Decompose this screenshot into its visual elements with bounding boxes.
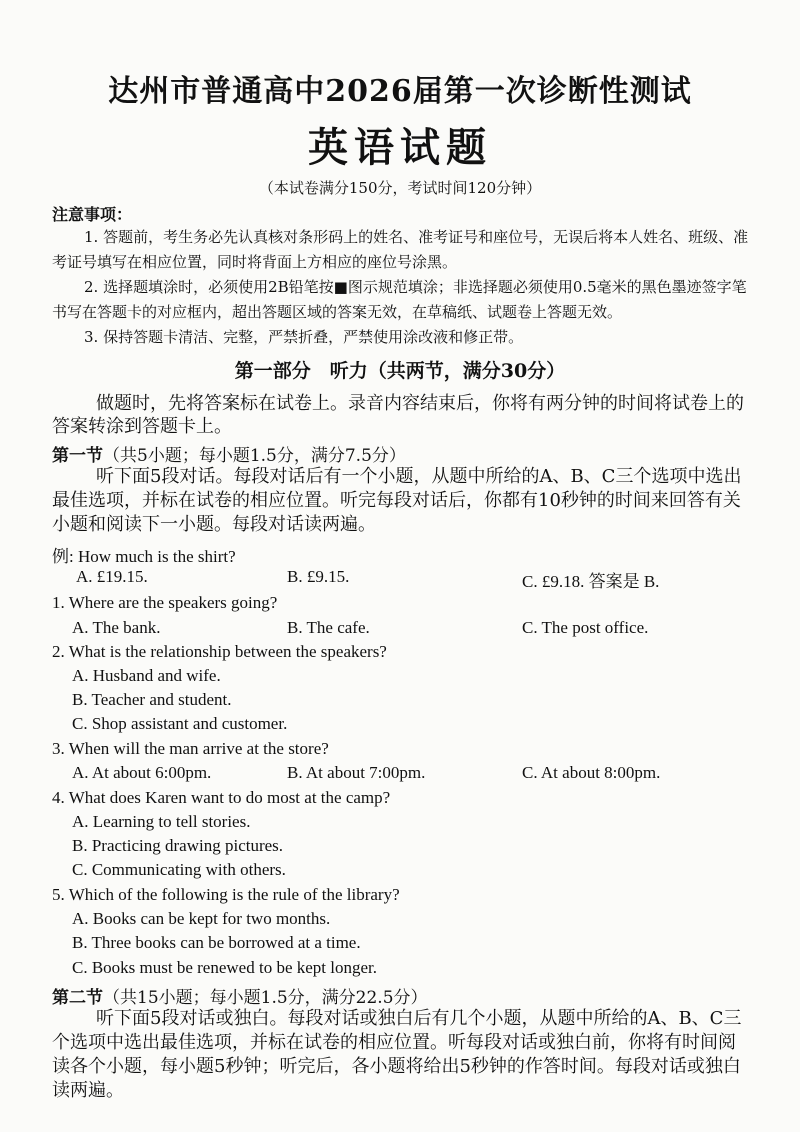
question-4: 4. What does Karen want to do most at the camp? [52, 788, 391, 807]
q1-option-b: B. The cafe. [287, 618, 370, 637]
question-3: 3. When will the man arrive at the store? [52, 739, 329, 758]
q1-option-a: A. The bank. [72, 618, 161, 637]
exam-title: 达州市普通高中2026届第一次诊断性测试 [108, 74, 692, 109]
q2-option-c: C. Shop assistant and customer. [72, 714, 288, 733]
question-5: 5. Which of the following is the rule of the library? [52, 885, 400, 904]
subject-title: 英语试题 [308, 124, 492, 171]
section2-heading [52, 983, 428, 1008]
q5-option-a: A. Books can be kept for two months. [72, 909, 331, 928]
part1-intro: 做题时，先将答案标在试卷上。录音内容结束后，你将有两分钟的时间将试卷上的答案转涂到答题卡上。 [52, 393, 744, 437]
section2-info: （共15小题；每小题1.5分，满分22.5分） [103, 988, 428, 1008]
notice-item-3: 3. 保持答题卡清洁、完整，严禁折叠，严禁使用涂改液和修正带。 [84, 328, 524, 346]
q4-option-b: B. Practicing drawing pictures. [72, 836, 284, 855]
q3-option-c: C. At about 8:00pm. [522, 763, 661, 782]
q3-option-a: A. At about 6:00pm. [72, 763, 212, 782]
exam-info: （本试卷满分150分，考试时间120分钟） [258, 179, 542, 197]
q2-option-b: B. Teacher and student. [72, 690, 232, 709]
example-option-c: C. £9.18. 答案是 B. [522, 572, 660, 591]
q4-option-a: A. Learning to tell stories. [72, 812, 251, 831]
notice-list [52, 225, 752, 350]
q2-option-a: A. Husband and wife. [72, 666, 221, 685]
q1-option-c: C. The post office. [522, 618, 649, 637]
example-question: 例: How much is the shirt? [52, 547, 236, 566]
question-1: 1. Where are the speakers going? [52, 593, 278, 612]
part1-heading: 第一部分 听力（共两节，满分30分） [234, 360, 566, 382]
notice-heading: 注意事项： [52, 205, 133, 224]
section2-label: 第二节 [52, 988, 103, 1008]
q4-option-c: C. Communicating with others. [72, 860, 286, 879]
section1-info: （共5小题；每小题1.5分，满分7.5分） [103, 446, 406, 466]
q5-option-b: B. Three books can be borrowed at a time. [72, 933, 361, 952]
q5-option-c: C. Books must be renewed to be kept longer. [72, 958, 378, 977]
section2-instructions: 听下面5段对话或独白。每段对话或独白后有几个小题，从题中所给的A、B、C三个选项中选出最佳选项，并标在试卷的相应位置。听每段对话或独白前，你将有时间阅读各个小题，每小题5秒钟；听完后，各小题将给出5秒钟的作答时间。每段对话或独白读两遍。 [52, 1008, 742, 1101]
example-option-a: A. £19.15. [76, 567, 148, 586]
notice-item-2: 2. 选择题填涂时，必须使用2B铅笔按■图示规范填涂；非选择题必须使用0.5毫米的黑色墨迹签字笔书写在答题卡的对应框内，超出答题区域的答案无效，在草稿纸、试题卷上答题无效。 [52, 278, 747, 321]
section1-heading [52, 441, 406, 466]
section1-label: 第一节 [52, 446, 103, 466]
notice-item-1: 1. 答题前，考生务必先认真核对条形码上的姓名、准考证号和座位号，无误后将本人姓名、班级、准考证号填写在相应位置，同时将背面上方相应的座位号涂黑。 [52, 228, 749, 271]
section1-instructions: 听下面5段对话。每段对话后有一个小题，从题中所给的A、B、C三个选项中选出最佳选项，并标在试卷的相应位置。听完每段对话后，你都有10秒钟的时间来回答有关小题和阅读下一小题。每段对话读两遍。 [52, 466, 742, 535]
example-option-b: B. £9.15. [287, 567, 350, 586]
q3-option-b: B. At about 7:00pm. [287, 763, 426, 782]
question-2: 2. What is the relationship between the speakers? [52, 642, 387, 661]
